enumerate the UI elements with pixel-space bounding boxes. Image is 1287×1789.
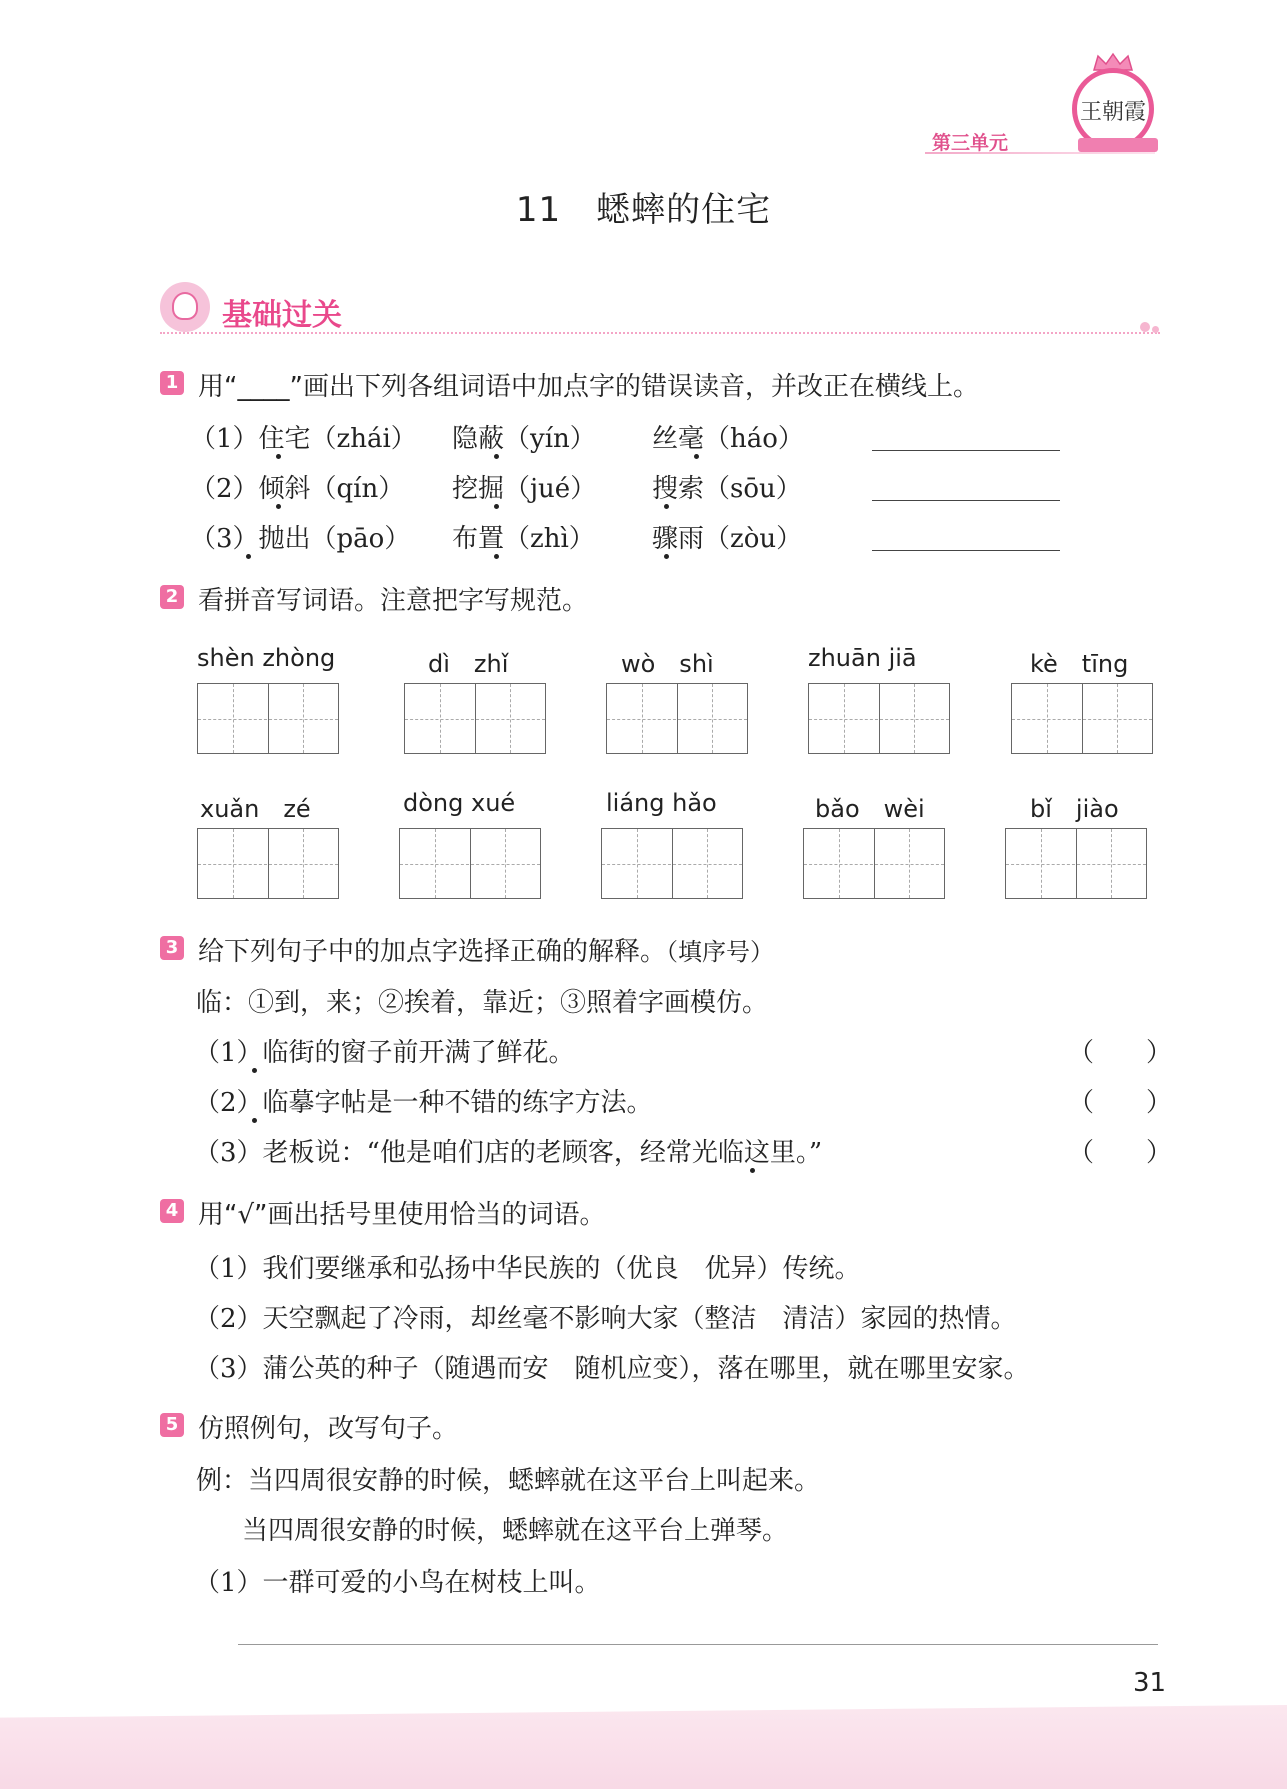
writing-grid[interactable] <box>601 828 743 899</box>
q1-row3-word2: 布置（zhì） <box>452 524 595 554</box>
q4-item-1: （1）我们要继承和弘扬中华民族的（优良 优异）传统。 <box>194 1254 861 1284</box>
emphasis-dot <box>694 454 699 459</box>
question-number: 2 <box>160 585 184 609</box>
question-2-text: 看拼音写词语。注意把字写规范。 <box>198 586 589 616</box>
answer-line[interactable] <box>872 550 1060 551</box>
q4-item-3: （3）蒲公英的种子（随遇而安 随机应变），落在哪里，就在哪里安家。 <box>194 1354 1030 1384</box>
unit-label: 第三单元 <box>932 132 1009 154</box>
q1-row3-word3: 骤雨（zòu） <box>652 524 803 554</box>
q3-item-3: （3）老板说：“他是咱们店的老顾客，经常光临这里。” <box>194 1138 823 1168</box>
q1-row1-word3: 丝毫（háo） <box>652 424 804 454</box>
q3-item-1: （1）临街的窗子前开满了鲜花。 <box>194 1038 575 1068</box>
footer-band <box>0 1705 1287 1789</box>
emphasis-dot <box>494 554 499 559</box>
lesson-title: 11 蟋蟀的住宅 <box>515 190 772 230</box>
q1-row1-word1: （1）住宅（zhái） <box>190 424 417 454</box>
writing-grid[interactable] <box>606 683 748 754</box>
pinyin-label: bǐ jiào <box>1030 795 1119 823</box>
q1-row2-word3: 搜索（sōu） <box>652 474 802 504</box>
writing-grid[interactable] <box>197 828 339 899</box>
question-3-text <box>198 931 774 968</box>
emphasis-dot <box>246 554 251 559</box>
question-4-text: 用“√”画出括号里使用恰当的词语。 <box>198 1200 606 1230</box>
writing-grid[interactable] <box>808 683 950 754</box>
section-title: 基础过关 <box>222 298 342 333</box>
pinyin-label: zhuān jiā <box>808 644 917 672</box>
emphasis-dot <box>750 1168 755 1173</box>
writing-grid[interactable] <box>1005 828 1147 899</box>
q1-row2-word2: 挖掘（jué） <box>452 474 597 504</box>
writing-grid[interactable] <box>399 828 541 899</box>
page-number: 31 <box>1133 1668 1167 1698</box>
q1-row2-word1: （2）倾斜（qín） <box>190 474 405 504</box>
answer-line[interactable] <box>872 450 1060 451</box>
writing-grid[interactable] <box>803 828 945 899</box>
logo-text: 王朝霞 <box>1079 100 1146 125</box>
section-divider <box>160 332 1160 334</box>
question-number: 1 <box>160 371 184 395</box>
q1-row3-word1: （3）抛出（pāo） <box>190 524 411 554</box>
pinyin-label: wò shì <box>621 650 714 678</box>
answer-paren[interactable]: （ ） <box>1068 1088 1173 1118</box>
pinyin-label: dòng xué <box>403 789 516 817</box>
answer-line[interactable] <box>872 500 1060 501</box>
divider-dot-icon <box>1140 322 1150 332</box>
emphasis-dot <box>276 454 281 459</box>
writing-grid[interactable] <box>197 683 339 754</box>
section-mascot-icon <box>160 282 210 332</box>
emphasis-dot <box>494 454 499 459</box>
pinyin-label: bǎo wèi <box>815 795 925 823</box>
question-3-main: 给下列句子中的加点字选择正确的解释。 <box>198 937 667 967</box>
q3-item-2: （2）临摹字帖是一种不错的练字方法。 <box>194 1088 653 1118</box>
q5-example-2: 当四周很安静的时候，蟋蟀就在这平台上弹琴。 <box>242 1516 789 1546</box>
emphasis-dot <box>494 504 499 509</box>
emphasis-dot <box>252 1118 257 1123</box>
answer-paren[interactable]: （ ） <box>1068 1038 1173 1068</box>
pinyin-label: dì zhǐ <box>428 650 509 678</box>
emphasis-dot <box>252 1068 257 1073</box>
question-number: 4 <box>160 1199 184 1223</box>
q5-item-1: （1）一群可爱的小鸟在树枝上叫。 <box>194 1568 601 1598</box>
emphasis-dot <box>276 504 281 509</box>
writing-grid[interactable] <box>404 683 546 754</box>
question-1-text: 用“____”画出下列各组词语中加点字的错误读音，并改正在横线上。 <box>198 372 979 402</box>
q5-example-1: 例：当四周很安静的时候，蟋蟀就在这平台上叫起来。 <box>196 1466 821 1496</box>
footer-divider <box>238 1644 1158 1645</box>
question-5-text: 仿照例句，改写句子。 <box>198 1414 459 1444</box>
pinyin-label: xuǎn zé <box>200 795 311 823</box>
divider-dot-icon <box>1152 326 1159 333</box>
question-number: 3 <box>160 936 184 960</box>
emphasis-dot <box>664 504 669 509</box>
answer-paren[interactable]: （ ） <box>1068 1138 1173 1168</box>
question-number: 5 <box>160 1413 184 1437</box>
pinyin-label: liáng hǎo <box>606 789 717 817</box>
question-3-note: （填序号） <box>666 938 775 966</box>
pinyin-label: kè tīng <box>1030 650 1129 678</box>
q1-row1-word2: 隐蔽（yín） <box>452 424 596 454</box>
writing-grid[interactable] <box>1011 683 1153 754</box>
q3-definition: 临：①到，来；②挨着，靠近；③照着字画模仿。 <box>196 988 769 1018</box>
logo-ribbon <box>1078 138 1158 152</box>
q4-item-2: （2）天空飘起了冷雨，却丝毫不影响大家（整洁 清洁）家园的热情。 <box>194 1304 1017 1334</box>
pinyin-label: shèn zhòng <box>197 644 336 672</box>
emphasis-dot <box>664 554 669 559</box>
